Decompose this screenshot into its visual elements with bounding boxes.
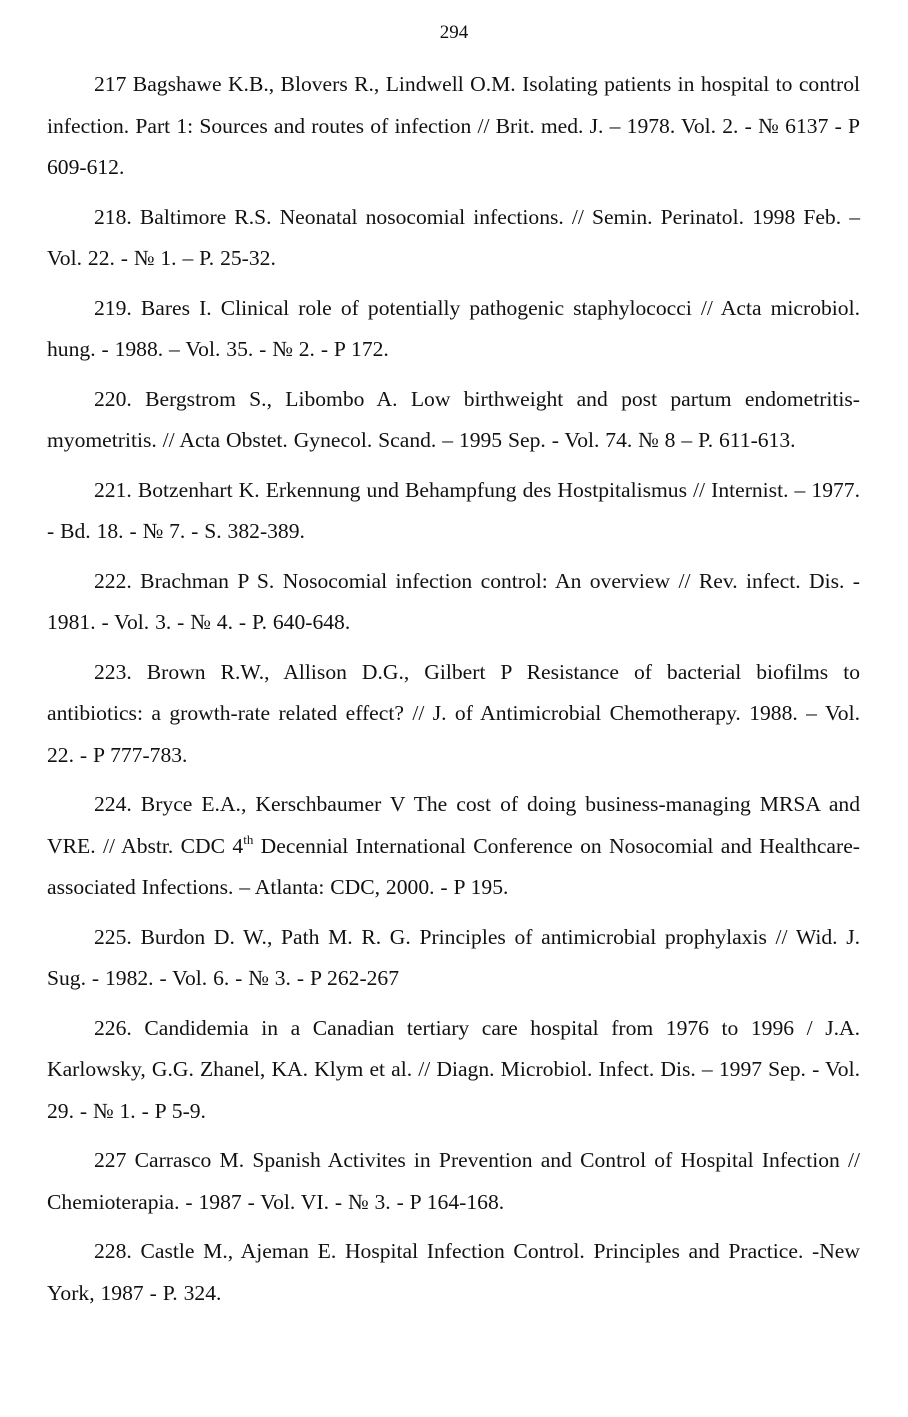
- reference-entry-228: 228. Castle M., Ajeman E. Hospital Infection Control. Principles and Practice. -New York, 1987 - P. 324.: [47, 1239, 860, 1305]
- reference-list: [47, 64, 860, 1322]
- ordinal-superscript: th: [243, 831, 254, 847]
- reference-entry-223: 223. Brown R.W., Allison D.G., Gilbert P Resistance of bacterial biofilms to antibiotics: a growth-rate related effect? // J. of Antimicrobial Chemotherapy. 1988. – Vol. 22. - P 777-783.: [47, 659, 860, 767]
- reference-entry-220: 220. Bergstrom S., Libombo A. Low birthweight and post partum endometritis-myometritis. // Acta Obstet. Gynecol. Scand. – 1995 Sep. - Vol. 74. № 8 – P. 611-613.: [47, 386, 860, 452]
- page-number: 294: [439, 22, 469, 43]
- reference-entry-227: 227 Carrasco M. Spanish Activites in Prevention and Control of Hospital Infection // Chemioterapia. - 1987 - Vol. VI. - № 3. - P 164-168.: [47, 1148, 860, 1214]
- reference-entry-219: 219. Bares I. Clinical role of potentially pathogenic staphylococci // Acta microbiol. hung. - 1988. – Vol. 35. - № 2. - P 172.: [47, 295, 860, 361]
- reference-entry-218: 218. Baltimore R.S. Neonatal nosocomial infections. // Semin. Perinatol. 1998 Feb. – Vol. 22. - № 1. – P. 25-32.: [47, 204, 860, 270]
- reference-entry-222: 222. Brachman P S. Nosocomial infection control: An overview // Rev. infect. Dis. - 1981. - Vol. 3. - № 4. - P. 640-648.: [47, 568, 860, 634]
- reference-entry-217: 217 Bagshawe K.B., Blovers R., Lindwell O.M. Isolating patients in hospital to control infection. Part 1: Sources and routes of infection // Brit. med. J. – 1978. Vol. 2. - № 6137 - P 609-612.: [47, 72, 860, 179]
- reference-entry-226: 226. Candidemia in a Canadian tertiary care hospital from 1976 to 1996 / J.A. Karlowsky, G.G. Zhanel, KA. Klym et al. // Diagn. Microbiol. Infect. Dis. – 1997 Sep. - Vol. 29. - № 1. - P 5-9.: [47, 1015, 860, 1123]
- reference-entry-224-text-after: Decennial International Conference on Nosocomial and Healthcare-associated Infections. – Atlanta: CDC, 2000. - P 195.: [47, 833, 860, 899]
- reference-entry-221: 221. Botzenhart K. Erkennung und Behampfung des Hostpitalismus // Internist. – 1977. - Bd. 18. - № 7. - S. 382-389.: [47, 477, 860, 543]
- reference-entry-225: 225. Burdon D. W., Path M. R. G. Principles of antimicrobial prophylaxis // Wid. J. Sug. - 1982. - Vol. 6. - № 3. - P 262-267: [47, 924, 860, 990]
- reference-entry-224-text-before: 224. Bryce E.A., Kerschbaumer V The cost of doing business-managing MRSA and VRE. // Abstr. CDC 4: [47, 792, 860, 858]
- reference-entry-224: [47, 784, 860, 909]
